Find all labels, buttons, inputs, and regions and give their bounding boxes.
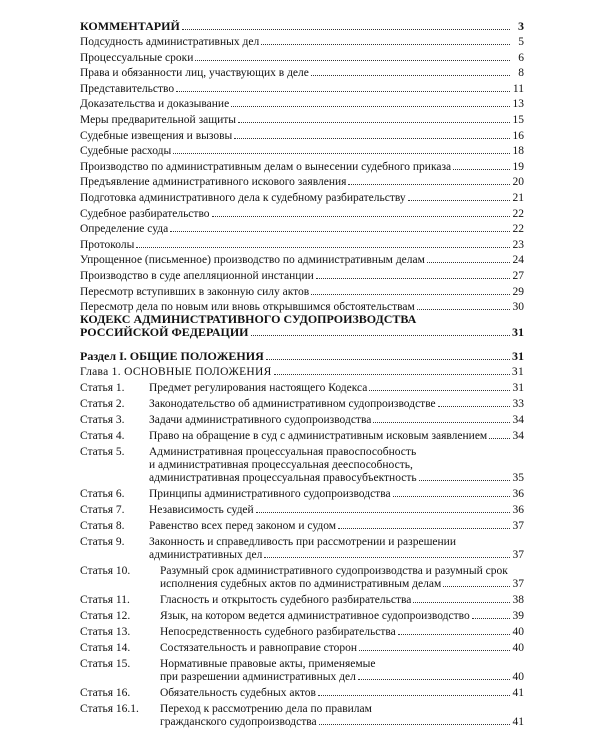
commentary-page: 3 [518, 19, 524, 33]
article-entry[interactable] [80, 610, 524, 623]
article-title-line: и административная процессуальная дееспособность, [149, 459, 413, 471]
article-page: 41 [512, 716, 524, 728]
article-entry[interactable] [80, 446, 524, 485]
chapter1-entry[interactable] [80, 366, 524, 379]
article-page: 40 [512, 671, 524, 683]
commentary-item-page: 23 [512, 238, 524, 251]
commentary-item-page: 11 [512, 82, 524, 95]
article-entry[interactable] [80, 658, 524, 684]
commentary-item[interactable] [80, 176, 524, 189]
article-number: Статья 4. [80, 430, 125, 442]
commentary-item[interactable] [80, 270, 524, 283]
article-number: Статья 16. [80, 687, 131, 699]
article-title-line: административная процессуальная правосубъектность [149, 472, 417, 484]
article-page: 33 [512, 398, 524, 410]
commentary-item[interactable] [80, 239, 524, 252]
commentary-item-page: 8 [518, 67, 524, 80]
article-entry[interactable] [80, 504, 524, 517]
article-page: 36 [512, 504, 524, 516]
commentary-item-page: 16 [512, 129, 524, 142]
article-title-line: Предмет регулирования настоящего Кодекса [149, 382, 368, 394]
commentary-item[interactable] [80, 36, 524, 49]
article-number: Статья 15. [80, 658, 131, 670]
article-page: 34 [512, 414, 524, 426]
commentary-item-page: 30 [512, 301, 524, 314]
commentary-item-label: Предъявление административного искового заявления [80, 176, 347, 189]
article-number: Статья 5. [80, 446, 125, 458]
commentary-item-page: 15 [512, 114, 524, 126]
chapter1-page: 31 [511, 366, 524, 378]
article-title-line: Гласность и открытость судебного разбирательства [160, 594, 412, 606]
article-title-line: гражданского судопроизводства [160, 716, 317, 728]
commentary-item[interactable] [80, 52, 524, 65]
commentary-item-page: 20 [512, 176, 524, 189]
commentary-item[interactable] [80, 192, 524, 205]
commentary-item-label: Процессуальные сроки [80, 51, 194, 64]
commentary-item-page: 18 [512, 145, 524, 158]
article-page: 31 [512, 382, 524, 394]
commentary-item[interactable] [80, 254, 524, 267]
article-title-line: Законодательство об административном судопроизводстве [149, 398, 436, 410]
commentary-item[interactable] [80, 161, 524, 174]
article-title-line: Законность и справедливость при рассмотрении и разрешении [149, 536, 456, 548]
article-page: 40 [512, 626, 524, 638]
commentary-item-label: Подготовка административного дела к судебному разбирательству [80, 192, 406, 204]
section1-entry[interactable] [80, 350, 524, 363]
commentary-item[interactable] [80, 145, 524, 158]
article-title-line: при разрешении административных дел [160, 671, 356, 683]
article-number: Статья 2. [80, 398, 125, 410]
article-number: Статья 9. [80, 536, 125, 548]
article-number: Статья 11. [80, 594, 130, 606]
article-entry[interactable] [80, 626, 524, 639]
commentary-item-label: Судебные извещения и вызовы [80, 129, 233, 142]
article-page: 39 [512, 610, 524, 622]
section1-label: Раздел I. ОБЩИЕ ПОЛОЖЕНИЯ [80, 349, 264, 363]
commentary-item[interactable] [80, 83, 524, 96]
commentary-item-page: 29 [512, 285, 524, 298]
commentary-item-label: Доказательства и доказывание [80, 98, 230, 111]
article-entry[interactable] [80, 382, 524, 395]
article-title-line: Принципы административного судопроизводства [149, 488, 391, 500]
commentary-item-page: 19 [512, 160, 524, 173]
article-page: 35 [512, 472, 524, 484]
commentary-item-page: 27 [512, 270, 524, 282]
commentary-item-page: 6 [518, 51, 524, 64]
article-number: Статья 8. [80, 520, 125, 532]
commentary-item-page: 22 [512, 207, 524, 220]
commentary-item-label: Производство в суде апелляционной инстанции [80, 270, 314, 282]
commentary-item[interactable] [80, 130, 524, 143]
commentary-item-label: Права и обязанности лиц, участвующих в деле [80, 67, 309, 80]
article-title-line: Непосредственность судебного разбирательства [160, 626, 396, 638]
commentary-item-label: Протоколы [80, 238, 135, 251]
article-title-line: Переход к рассмотрению дела по правилам [160, 703, 372, 715]
code-title-line2: РОССИЙСКОЙ ФЕДЕРАЦИИ [80, 325, 249, 339]
commentary-item-label: Производство по административным делам о вынесении судебного приказа [80, 160, 452, 173]
article-page: 37 [512, 520, 524, 532]
article-number: Статья 13. [80, 626, 131, 638]
article-page: 36 [512, 488, 524, 500]
section1-page: 31 [512, 349, 524, 363]
article-title-line: Задачи административного судопроизводства [149, 414, 372, 426]
commentary-item[interactable] [80, 67, 524, 80]
article-page: 37 [512, 578, 524, 590]
commentary-heading[interactable] [80, 20, 524, 33]
commentary-item-page: 13 [512, 98, 524, 111]
commentary-item-page: 24 [512, 254, 524, 267]
article-page: 41 [512, 687, 524, 699]
article-number: Статья 1. [80, 382, 125, 394]
article-title-line: Состязательность и равноправие сторон [160, 642, 358, 654]
code-page: 31 [512, 325, 524, 339]
article-title-line: административных дел [149, 549, 263, 561]
commentary-item-label: Упрощенное (письменное) производство по административным делам [80, 254, 425, 267]
commentary-item-label: Судебное разбирательство [80, 207, 210, 220]
code-heading[interactable] [80, 313, 524, 339]
article-page: 38 [512, 594, 524, 606]
article-number: Статья 6. [80, 488, 125, 500]
article-entry[interactable] [80, 536, 524, 562]
article-entry[interactable] [80, 703, 524, 729]
article-title-line: Административная процессуальная правоспособность [149, 446, 417, 458]
article-number: Статья 16.1. [80, 703, 139, 715]
chapter1-label: Глава 1. ОСНОВНЫЕ ПОЛОЖЕНИЯ [80, 366, 272, 378]
article-entry[interactable] [80, 687, 524, 700]
commentary-item-label: Пересмотр дела по новым или вновь открывшимся обстоятельствам [80, 301, 415, 314]
commentary-item-label: Определение суда [80, 223, 169, 236]
commentary-item-page: 22 [512, 223, 524, 236]
commentary-item-label: Меры предварительной защиты [80, 114, 236, 126]
commentary-item[interactable] [80, 286, 524, 299]
article-number: Статья 3. [80, 414, 125, 426]
article-entry[interactable] [80, 565, 524, 591]
commentary-item-label: Судебные расходы [80, 145, 172, 158]
article-entry[interactable] [80, 594, 524, 607]
article-page: 34 [512, 430, 524, 442]
commentary-item[interactable] [80, 114, 524, 127]
commentary-item-page: 5 [518, 36, 524, 48]
commentary-item[interactable] [80, 208, 524, 221]
commentary-item[interactable] [80, 98, 524, 111]
article-entry[interactable] [80, 488, 524, 501]
article-entry[interactable] [80, 430, 524, 443]
commentary-item-page: 21 [512, 192, 524, 204]
article-entry[interactable] [80, 520, 524, 533]
article-title-line: Нормативные правовые акты, применяемые [160, 658, 376, 670]
article-number: Статья 7. [80, 504, 125, 516]
article-title-line: Право на обращение в суд с административным исковым заявлением [149, 430, 488, 442]
commentary-title: КОММЕНТАРИЙ [80, 19, 180, 33]
article-number: Статья 14. [80, 642, 131, 654]
commentary-item[interactable] [80, 223, 524, 236]
code-title-line1: КОДЕКС АДМИНИСТРАТИВНОГО СУДОПРОИЗВОДСТВА [80, 312, 417, 326]
commentary-item-label: Представительство [80, 82, 175, 95]
article-entry[interactable] [80, 642, 524, 655]
article-number: Статья 12. [80, 610, 131, 622]
commentary-item-label: Пересмотр вступивших в законную силу актов [80, 285, 310, 298]
article-entry[interactable] [80, 414, 524, 427]
commentary-item-label: Подсудность административных дел [80, 36, 260, 48]
article-title-line: исполнения судебных актов по административным делам [160, 578, 442, 590]
article-title-line: Язык, на котором ведется административное судопроизводство [160, 610, 470, 622]
article-title-line: Обязательность судебных актов [160, 687, 316, 699]
article-title-line: Разумный срок административного судопроизводства и разумный срок [160, 565, 508, 577]
article-page: 37 [512, 549, 524, 561]
article-title-line: Равенство всех перед законом и судом [149, 520, 337, 532]
article-page: 40 [512, 642, 524, 654]
article-title-line: Независимость судей [149, 504, 254, 516]
article-entry[interactable] [80, 398, 524, 411]
article-number: Статья 10. [80, 565, 131, 577]
